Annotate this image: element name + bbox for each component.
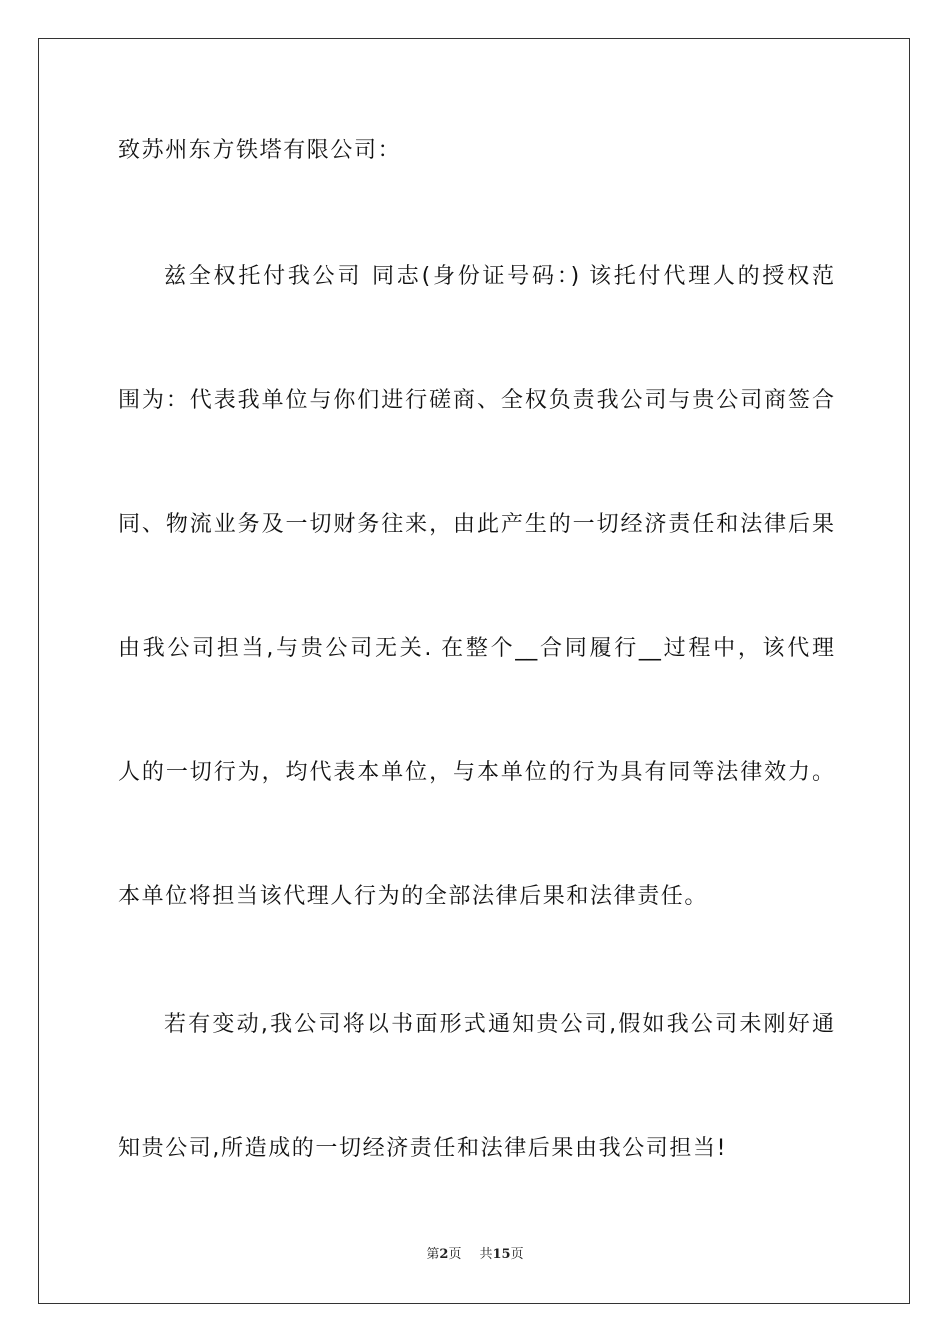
page-number: 2 [439, 1247, 449, 1262]
total-suffix: 页 [510, 1247, 524, 1262]
page-prefix: 第 [426, 1247, 440, 1262]
page-footer [0, 1246, 950, 1264]
page-suffix: 页 [448, 1247, 462, 1262]
paragraph-1-line-6: 本单位将担当该代理人行为的全部法律后果和法律责任。 [118, 884, 709, 909]
salutation: 致苏州东方铁塔有限公司： [118, 138, 402, 163]
paragraph-1-line-5: 人的一切行为，均代表本单位，与本单位的行为具有同等法律效力。 [118, 760, 834, 785]
total-prefix: 共 [479, 1247, 493, 1262]
paragraph-1-line-1: 兹全权托付我公司 同志(身份证号码：) 该托付代理人的授权范 [164, 264, 834, 289]
total-pages: 15 [492, 1247, 511, 1262]
paragraph-1-line-4: 由我公司担当,与贵公司无关. 在整个__合同履行__过程中，该代理 [118, 636, 834, 661]
page-frame [38, 38, 910, 1304]
paragraph-1-line-3: 同、物流业务及一切财务往来，由此产生的一切经济责任和法律后果 [118, 512, 834, 537]
paragraph-1-line-2: 围为：代表我单位与你们进行磋商、全权负责我公司与贵公司商签合 [118, 388, 834, 413]
paragraph-2-line-1: 若有变动,我公司将以书面形式通知贵公司,假如我公司未刚好通 [164, 1012, 834, 1037]
paragraph-2-line-2: 知贵公司,所造成的一切经济责任和法律后果由我公司担当! [118, 1136, 728, 1161]
